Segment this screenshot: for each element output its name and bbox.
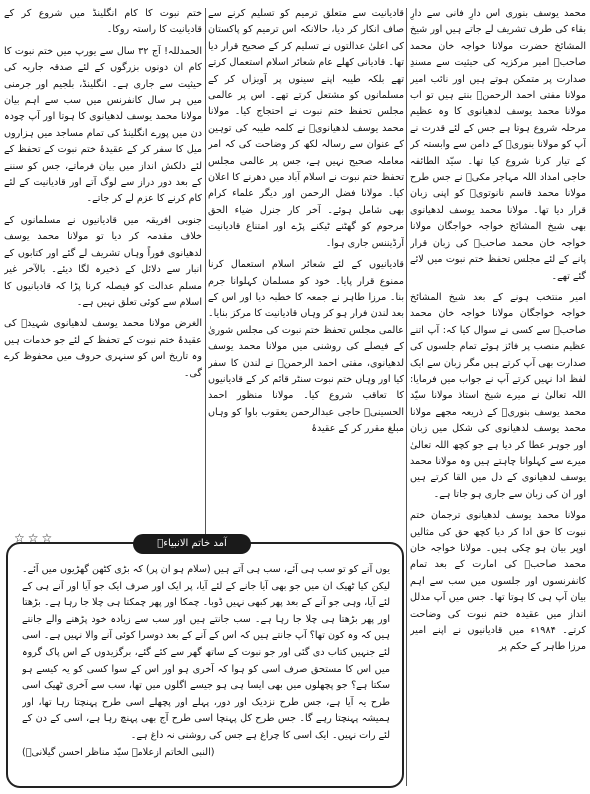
paragraph: الغرض مولانا محمد یوسف لدھیانوی شہیدؒ کی عقیدۂ ختم نبوت کے تحفظ کے لئے جو خدمات ہیں وہ تاریخ اس کو سنہری حروف میں محفوظ کرے گی۔: [4, 318, 202, 379]
quote-box: [6, 538, 404, 788]
column-divider: [406, 8, 407, 786]
paragraph: امیر منتخب ہونے کے بعد شیخ المشائخ خواجہ خواجگان مولانا خواجہ خان محمد صاحبؒ سے کسی نے سوال کیا کہ: آپ اتنے عظیم منصب پر فائز ہوئے تمام جلسوں کی صدارت بھی آپ کرتے ہیں مگر زبان سے ایک لفظ ادا نہیں کرتے آپ نے جواب میں فرمایا: اللہ تعالیٰ نے میرے شیخ استاذ مولانا سیّد محمد یوسف بنوریؒ کے ذریعہ مجھے مولانا محمد یوسف لدھیانوی کی شکل میں زبان اور جوہر عطا کر دیا ہے جو کچھ اللہ تعالیٰ میرے سے کہلوانا چاہتے ہیں وہ مولانا محمد یوسف لدھیانوی کے دل میں القا کرتے ہیں اور ان کی زبان سے جاری ہو جاتا ہے۔: [410, 291, 586, 500]
paragraph: مولانا محمد یوسف لدھیانوی ترجمان ختم نبوت کا حق ادا کر دیا کچھ حق کی مثالیں اوپر بیان ہو چکی ہیں۔ مولانا خواجہ خان محمد صاحبؒ کی امارت کے بعد تمام کانفرنسوں اور جلسوں میں سب سے اہم بیان آپ ہی کا ہوتا تھا۔ جس میں آپ مدلل انداز میں عقیدہ ختم نبوت کی وضاحت کرتے۔ ۱۹۸۴ء میں قادیانیوں نے اپنے امیر مرزا طاہر کے حکم پر: [410, 510, 586, 653]
article-column-middle: [208, 6, 404, 550]
paragraph: جنوبی افریقہ میں قادیانیوں نے مسلمانوں کے خلاف مقدمہ کر دیا تو مولانا محمد یوسف لدھیانوی فوراً وہاں تشریف لے گئے اور کتابوں کے انبار سے دلائل کے ذخیرہ لگا دیئے۔ بالآخر غیر مسلم عدالت کو فیصلہ کرنا پڑا کہ قادیانیوں کا اسلام سے کوئی تعلق نہیں ہے۔: [4, 214, 202, 308]
paragraph: ختم نبوت کا کام انگلینڈ میں شروع کر کے قادیانیت کا راستہ روکا۔: [4, 8, 202, 36]
paragraph: الحمدللہ! آج ۳۲ سال سے یورپ میں ختم نبوت کا کام ان دونوں بزرگوں کے لئے صدقہ جاریہ کی حیثیت سے جاری ہے۔ انگلینڈ، بلجیم اور جرمنی میں ہر سال کانفرنس میں سب سے اہم بیان مولانا محمد یوسف لدھیانوی کا ہوتا اور آپ چودہ دن میں پورے انگلینڈ کی تمام مساجد میں ہزاروں میل کا سفر کر کے عقیدۂ ختم نبوت کے تحفظ کے لئے دلکش انداز میں بیان فرماتے، جس کو سننے کے بعد دور دراز سے لوگ آتے اور قادیانیت کے لئے کام کرنے کا عزم لے کر جاتے۔: [4, 45, 202, 205]
quote-box-title: آمد خاتم الانبیاءؐ: [133, 534, 251, 554]
paragraph: قادیانیوں کے لئے شعائر اسلام استعمال کرنا ممنوع قرار پایا۔ خود کو مسلمان کہلوانا جرم بنا۔ مرزا طاہر نے جمعہ کا خطبہ دیا اور اس کے بعد لندن فرار ہو کر وہاں قادیانیت کا مرکز بنایا۔ عالمی مجلس تحفظ ختم نبوت کی مجلس شوریٰ کے فیصلے کی روشنی میں مولانا محمد یوسف لدھیانوی، مفتی احمد الرحمنؒ نے لندن کا سفر کیا اور وہاں ختم نبوت سنٹر قائم کر کے قادیانیوں کا تعاقب شروع کیا۔ مولانا منظور احمد الحسینیؒ حاجی عبدالرحمن یعقوب باوا کو وہاں مبلغ مقرر کر کے عقیدۂ: [208, 259, 404, 435]
paragraph: محمد یوسف بنوری اس دارِ فانی سے دارِ بقاء کی طرف تشریف لے جاتے ہیں اور شیخ المشائخ حضرت مولانا خواجہ خان محمد صاحبؒ امیر مرکزیہ کی حیثیت سے مسندِ صدارت پر متمکن ہوتے ہیں اور نائب امیر مولانا مفتی احمد الرحمنؒ بنتے ہیں تو اب مولانا محمد یوسف لدھیانوی کا وہ عظیم مرحلہ شروع ہوتا ہے جس کے لئے قدرت نے آپ کو مولانا بنوریؒ کے دامن سے وابستہ کر کے تیار کرنا شروع کیا تھا۔ سیّد الطائفہ حاجی امداد اللہ مہاجر مکیؒ نے جس طرح مولانا محمد قاسم نانوتویؒ کو اپنی زبان قرار دیا تھا۔ مولانا محمد یوسف لدھیانوی بھی شیخ المشائخ خواجہ خواجگان مولانا خواجہ خان محمد صاحبؒ کی زبان قرار پانے کے لئے مجلس تحفظ ختم نبوت میں لائے گئے تھے۔: [410, 8, 586, 282]
column-divider: [205, 8, 206, 536]
quote-box-body: [22, 562, 390, 784]
quote-citation: (النبی الخاتم ازعلامہ سیّد مناظر احسن گیلانیؒ): [22, 746, 215, 758]
quote-text: یوں آنے کو تو سب ہی آئے، سب ہی آتے ہیں (سلام ہو ان پر) کہ بڑی کٹھن گھڑیوں میں آئے۔ لیکن کیا ٹھیک ان میں جو بھی آیا جانے کے لئے آیا، پر ایک اور صرف ایک جو آیا اور آنے ہی کے لئے آیا، وہی جو آنے کے بعد پھر کبھی نہیں ڈوبا۔ چمکا اور پھر چمکتا ہی چلا جا رہا ہے۔ بڑھتا اور پھر بڑھتا ہی چلا جا رہا ہے۔ سب جانتے ہیں اور سب سے زیادہ خود پڑھنے والے جانتے ہیں کہ وہ کون تھا؟ آپ جانتے ہیں کہ اس کے آنے کے بعد دوسرا کوئی آنے والا نہیں ہے۔ اسی لئے جنہیں کتاب دی گئی اور جو نبوت کے ساتھ گھر سے کئے گئے، برگزیدوں کے اس پاک گروہ میں اس کا مستحق صرف اسی کو ہوا کہ آخری ہو اور اس کے سوا کسی کو یہ کیسے ہو سکتا ہے؟ جو پچھلوں میں بھی ایسا ہی ہو جیسے اگلوں میں تھا، سب سے آخری ٹھیک اسی طرح یہ آیا ہے، جس طرح نزدیک اور دور، پہلے اور پچھلے اسی طرح پہنچتا رہا تھا، اور ہمیشہ پہنچتا رہے گا۔ جس طرح کل پہنچا اسی طرح آج بھی پہنچ رہا ہے، اسی کے دن کے لئے رات نہیں۔ ایک اسی کا چراغ ہے جس کی روشنی نہ داغ ہے۔: [22, 564, 390, 741]
paragraph: قادیانیت سے متعلق ترمیم کو تسلیم کرنے سے صاف انکار کر دیا، حالانکہ اس ترمیم کو پاکستان کی اعلیٰ عدالتوں نے تسلیم کر کے صحیح قرار دیا تھا۔ قادیانی کھلے عام شعائر اسلام استعمال کرتے تھے بلکہ طیبہ اپنے سینوں پر آویزاں کر کے مسلمانوں کو مشتعل کرتے تھے۔ اس پر عالمی مجلس تحفظ ختم نبوت نے احتجاج کیا۔ مولانا محمد یوسف لدھیانویؒ نے کلمہ طیبہ کی توہین کے عنوان سے رسالہ لکھ کر وضاحت کی کہ امر معاملہ صحیح نہیں ہے، جس پر عالمی مجلس تحفظ ختم نبوت نے اسلام آباد میں دھرنے کا اعلان کیا۔ مولانا فضل الرحمن اور دیگر علماء کرام بھی شامل ہوئے۔ آخر کار جنرل ضیاء الحق مرحوم کو گھٹنے ٹیکنے پڑے اور امتناع قادیانیت آرڈیننس جاری ہوا۔: [208, 8, 404, 249]
article-column-left: [4, 6, 202, 532]
section-end-stars: ☆☆☆: [14, 531, 56, 545]
article-column-right: [410, 6, 586, 792]
